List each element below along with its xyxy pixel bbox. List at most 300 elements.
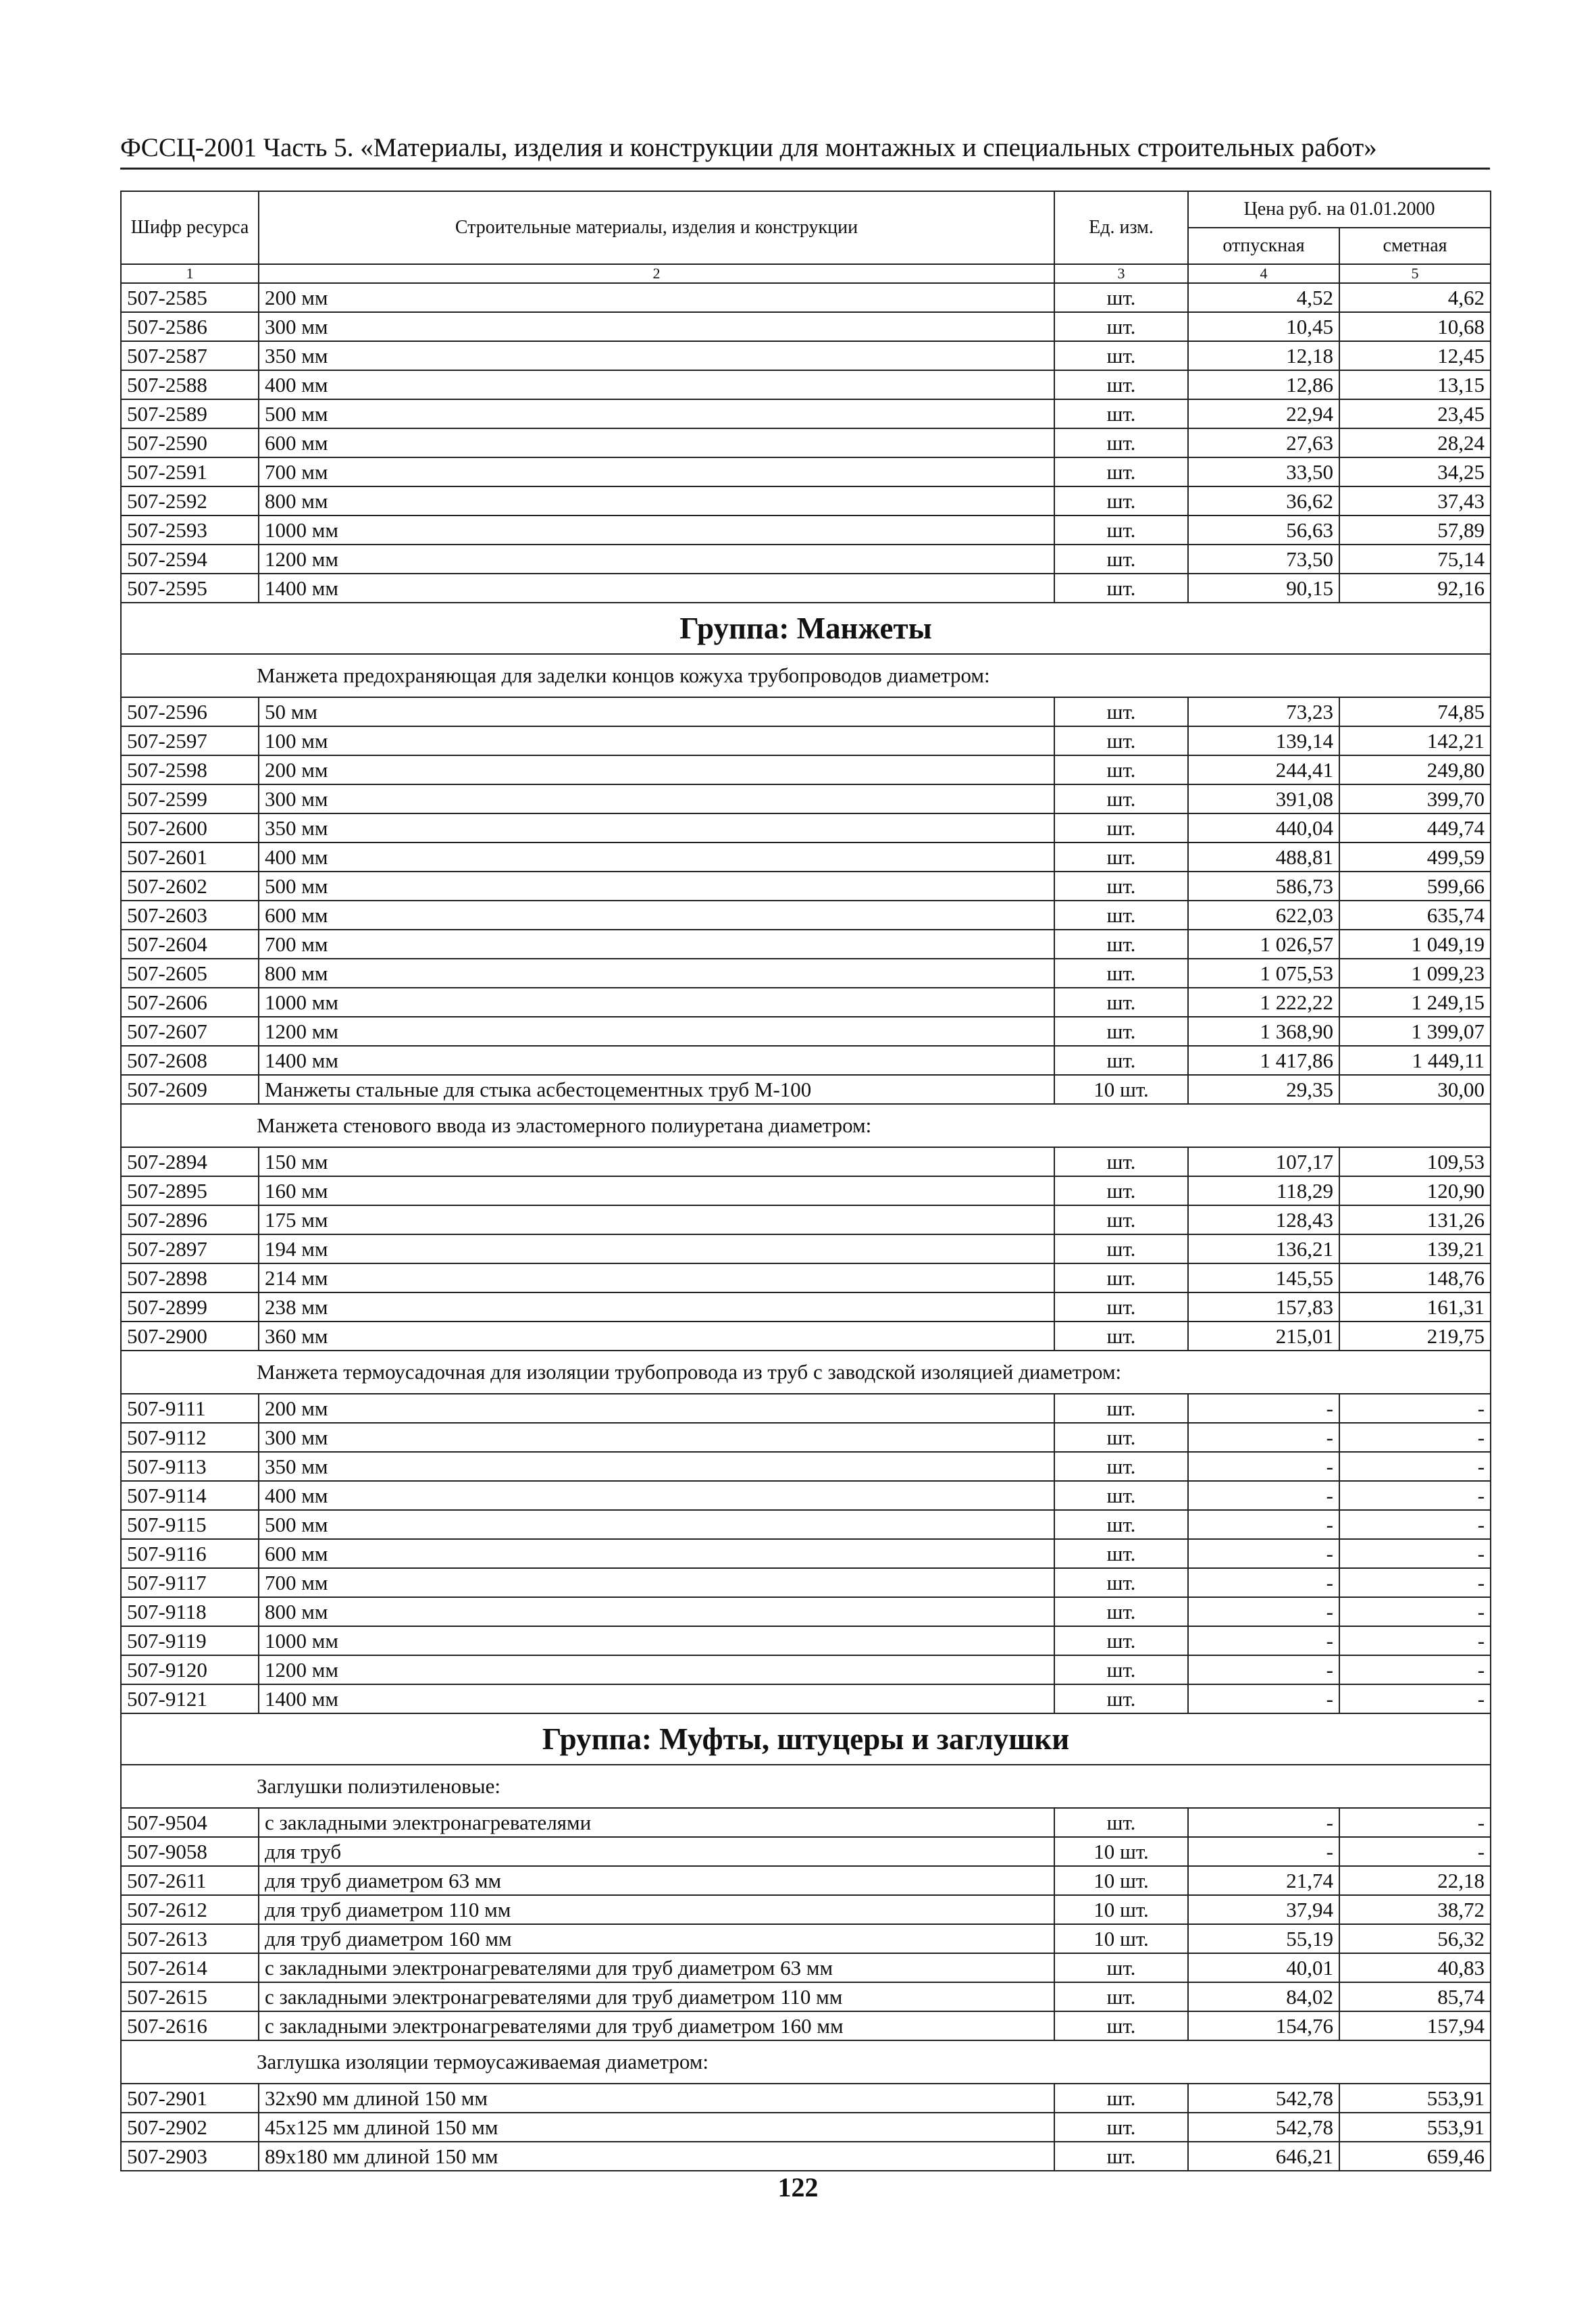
material-name-cell: 150 мм — [259, 1147, 1054, 1176]
release-price-cell: 90,15 — [1188, 574, 1339, 603]
material-name-cell: 160 мм — [259, 1176, 1054, 1205]
material-name-cell: 400 мм — [259, 842, 1054, 872]
material-name-cell: 200 мм — [259, 1394, 1054, 1423]
resource-code-cell: 507-2589 — [121, 399, 259, 428]
resource-code-cell: 507-2602 — [121, 872, 259, 901]
release-price-cell: 36,62 — [1188, 486, 1339, 515]
unit-cell: шт. — [1054, 2142, 1188, 2171]
resource-code-cell: 507-2592 — [121, 486, 259, 515]
resource-code-cell: 507-2604 — [121, 930, 259, 959]
estimate-price-cell: 30,00 — [1339, 1075, 1491, 1104]
unit-cell: шт. — [1054, 2113, 1188, 2142]
subgroup-heading-row — [121, 1765, 1491, 1808]
table-row — [121, 1394, 1491, 1423]
material-name-cell: 800 мм — [259, 959, 1054, 988]
unit-cell: 10 шт. — [1054, 1837, 1188, 1866]
release-price-cell: 154,76 — [1188, 2011, 1339, 2040]
resource-code-cell: 507-2615 — [121, 1982, 259, 2011]
estimate-price-cell: 13,15 — [1339, 370, 1491, 399]
unit-cell: шт. — [1054, 341, 1188, 370]
unit-cell: шт. — [1054, 959, 1188, 988]
material-name-cell: 1200 мм — [259, 1655, 1054, 1684]
resource-code-cell: 507-2903 — [121, 2142, 259, 2171]
table-row — [121, 1626, 1491, 1655]
resource-code-cell: 507-2601 — [121, 842, 259, 872]
material-name-cell: 32x90 мм длиной 150 мм — [259, 2084, 1054, 2113]
estimate-price-cell: 28,24 — [1339, 428, 1491, 457]
unit-cell: шт. — [1054, 755, 1188, 784]
release-price-cell: - — [1188, 1539, 1339, 1568]
material-name-cell: 1400 мм — [259, 1684, 1054, 1713]
release-price-cell: 440,04 — [1188, 813, 1339, 842]
table-row — [121, 1808, 1491, 1837]
table-row — [121, 2142, 1491, 2171]
estimate-price-cell: 219,75 — [1339, 1322, 1491, 1351]
subgroup-heading-row — [121, 1351, 1491, 1394]
resource-code-cell: 507-2902 — [121, 2113, 259, 2142]
estimate-price-cell: - — [1339, 1568, 1491, 1597]
estimate-price-cell: - — [1339, 1423, 1491, 1452]
resource-code-cell: 507-2609 — [121, 1075, 259, 1104]
unit-cell: шт. — [1054, 1808, 1188, 1837]
resource-code-cell: 507-2586 — [121, 312, 259, 341]
estimate-price-cell: - — [1339, 1597, 1491, 1626]
resource-code-cell: 507-2595 — [121, 574, 259, 603]
estimate-price-cell: 148,76 — [1339, 1263, 1491, 1292]
unit-cell: шт. — [1054, 399, 1188, 428]
unit-cell: шт. — [1054, 1234, 1188, 1263]
estimate-price-cell: 85,74 — [1339, 1982, 1491, 2011]
release-price-cell: - — [1188, 1568, 1339, 1597]
table-row — [121, 1176, 1491, 1205]
unit-cell: шт. — [1054, 1263, 1188, 1292]
estimate-price-cell: 399,70 — [1339, 784, 1491, 813]
resource-code-cell: 507-9504 — [121, 1808, 259, 1837]
release-price-cell: - — [1188, 1837, 1339, 1866]
unit-cell: шт. — [1054, 1597, 1188, 1626]
release-price-cell: 622,03 — [1188, 901, 1339, 930]
unit-cell: шт. — [1054, 1046, 1188, 1075]
table-row — [121, 1866, 1491, 1895]
table-row — [121, 1895, 1491, 1924]
unit-cell: шт. — [1054, 1539, 1188, 1568]
unit-cell: шт. — [1054, 1017, 1188, 1046]
release-price-cell: 139,14 — [1188, 726, 1339, 755]
unit-cell: шт. — [1054, 901, 1188, 930]
subgroup-heading-row — [121, 654, 1491, 697]
material-name-cell: 1200 мм — [259, 1017, 1054, 1046]
table-row — [121, 697, 1491, 726]
material-name-cell: Манжеты стальные для стыка асбестоцементных труб М-100 — [259, 1075, 1054, 1104]
resource-code-cell: 507-2597 — [121, 726, 259, 755]
unit-cell: шт. — [1054, 428, 1188, 457]
table-row — [121, 1292, 1491, 1322]
estimate-price-cell: 553,91 — [1339, 2084, 1491, 2113]
table-row — [121, 1982, 1491, 2011]
resource-code-cell: 507-2605 — [121, 959, 259, 988]
table-row — [121, 2084, 1491, 2113]
release-price-cell: - — [1188, 1808, 1339, 1837]
estimate-price-cell: 75,14 — [1339, 545, 1491, 574]
resource-code-cell: 507-9117 — [121, 1568, 259, 1597]
release-price-cell: 73,50 — [1188, 545, 1339, 574]
table-header-row — [121, 191, 1491, 228]
col-header-estimate: сметная — [1339, 228, 1491, 264]
material-name-cell: 194 мм — [259, 1234, 1054, 1263]
release-price-cell: 215,01 — [1188, 1322, 1339, 1351]
release-price-cell: 1 026,57 — [1188, 930, 1339, 959]
table-row — [121, 1205, 1491, 1234]
col-header-unit: Ед. изм. — [1054, 191, 1188, 264]
estimate-price-cell: - — [1339, 1452, 1491, 1481]
table-row — [121, 988, 1491, 1017]
material-name-cell: 1400 мм — [259, 574, 1054, 603]
resource-code-cell: 507-2600 — [121, 813, 259, 842]
col-header-name: Строительные материалы, изделия и конструкции — [259, 191, 1054, 264]
table-row — [121, 1234, 1491, 1263]
resource-code-cell: 507-2898 — [121, 1263, 259, 1292]
release-price-cell: 646,21 — [1188, 2142, 1339, 2171]
resource-code-cell: 507-9119 — [121, 1626, 259, 1655]
group-heading: Группа: Манжеты — [121, 603, 1491, 654]
release-price-cell: 586,73 — [1188, 872, 1339, 901]
material-name-cell: 400 мм — [259, 1481, 1054, 1510]
material-name-cell: 700 мм — [259, 457, 1054, 486]
material-name-cell: 300 мм — [259, 784, 1054, 813]
material-name-cell: 800 мм — [259, 486, 1054, 515]
material-name-cell: 500 мм — [259, 399, 1054, 428]
release-price-cell: - — [1188, 1510, 1339, 1539]
material-name-cell: 89x180 мм длиной 150 мм — [259, 2142, 1054, 2171]
table-row — [121, 901, 1491, 930]
release-price-cell: 22,94 — [1188, 399, 1339, 428]
table-row — [121, 1075, 1491, 1104]
subgroup-heading: Заглушка изоляции термоусаживаемая диаметром: — [121, 2040, 1491, 2084]
material-name-cell: 500 мм — [259, 1510, 1054, 1539]
estimate-price-cell: 635,74 — [1339, 901, 1491, 930]
material-name-cell: с закладными электронагревателями — [259, 1808, 1054, 1837]
subgroup-heading: Манжета стенового ввода из эластомерного полиуретана диаметром: — [121, 1104, 1491, 1147]
estimate-price-cell: 23,45 — [1339, 399, 1491, 428]
estimate-price-cell: - — [1339, 1837, 1491, 1866]
unit-cell: шт. — [1054, 312, 1188, 341]
unit-cell: шт. — [1054, 1626, 1188, 1655]
material-name-cell: 200 мм — [259, 755, 1054, 784]
table-row — [121, 1684, 1491, 1713]
estimate-price-cell: 12,45 — [1339, 341, 1491, 370]
table-row — [121, 1481, 1491, 1510]
material-name-cell: для труб диаметром 160 мм — [259, 1924, 1054, 1953]
unit-cell: шт. — [1054, 1292, 1188, 1322]
resource-code-cell: 507-9114 — [121, 1481, 259, 1510]
unit-cell: шт. — [1054, 988, 1188, 1017]
material-name-cell: 200 мм — [259, 283, 1054, 312]
table-row — [121, 1452, 1491, 1481]
release-price-cell: 55,19 — [1188, 1924, 1339, 1953]
unit-cell: шт. — [1054, 1176, 1188, 1205]
release-price-cell: 1 222,22 — [1188, 988, 1339, 1017]
release-price-cell: - — [1188, 1597, 1339, 1626]
table-row — [121, 726, 1491, 755]
release-price-cell: 29,35 — [1188, 1075, 1339, 1104]
material-name-cell: 1200 мм — [259, 545, 1054, 574]
release-price-cell: 136,21 — [1188, 1234, 1339, 1263]
unit-cell: шт. — [1054, 370, 1188, 399]
header-rule — [120, 168, 1490, 170]
estimate-price-cell: 74,85 — [1339, 697, 1491, 726]
column-number-row — [121, 264, 1491, 283]
resource-code-cell: 507-2590 — [121, 428, 259, 457]
material-name-cell: для труб — [259, 1837, 1054, 1866]
estimate-price-cell: 120,90 — [1339, 1176, 1491, 1205]
unit-cell: шт. — [1054, 515, 1188, 545]
table-row — [121, 1568, 1491, 1597]
unit-cell: шт. — [1054, 2011, 1188, 2040]
table-row — [121, 2113, 1491, 2142]
material-name-cell: 175 мм — [259, 1205, 1054, 1234]
estimate-price-cell: 249,80 — [1339, 755, 1491, 784]
unit-cell: шт. — [1054, 1953, 1188, 1982]
resource-code-cell: 507-9112 — [121, 1423, 259, 1452]
col-number: 4 — [1188, 264, 1339, 283]
unit-cell: шт. — [1054, 486, 1188, 515]
unit-cell: шт. — [1054, 1205, 1188, 1234]
estimate-price-cell: 553,91 — [1339, 2113, 1491, 2142]
table-row — [121, 1837, 1491, 1866]
estimate-price-cell: 161,31 — [1339, 1292, 1491, 1322]
table-row — [121, 842, 1491, 872]
estimate-price-cell: 1 249,15 — [1339, 988, 1491, 1017]
col-number: 2 — [259, 264, 1054, 283]
unit-cell: шт. — [1054, 1568, 1188, 1597]
resource-code-cell: 507-2894 — [121, 1147, 259, 1176]
estimate-price-cell: 40,83 — [1339, 1953, 1491, 1982]
col-number: 5 — [1339, 264, 1491, 283]
page-header: ФССЦ-2001 Часть 5. «Материалы, изделия и конструкции для монтажных и специальных строительных работ» — [120, 133, 1377, 162]
material-name-cell: 600 мм — [259, 428, 1054, 457]
table-row — [121, 1539, 1491, 1568]
col-number: 3 — [1054, 264, 1188, 283]
estimate-price-cell: 157,94 — [1339, 2011, 1491, 2040]
estimate-price-cell: 449,74 — [1339, 813, 1491, 842]
material-name-cell: 1000 мм — [259, 988, 1054, 1017]
unit-cell: 10 шт. — [1054, 1924, 1188, 1953]
table-row — [121, 1655, 1491, 1684]
resource-code-cell: 507-2594 — [121, 545, 259, 574]
estimate-price-cell: 56,32 — [1339, 1924, 1491, 1953]
resource-code-cell: 507-9121 — [121, 1684, 259, 1713]
release-price-cell: 10,45 — [1188, 312, 1339, 341]
col-header-price: Цена руб. на 01.01.2000 — [1188, 191, 1491, 228]
resource-code-cell: 507-2587 — [121, 341, 259, 370]
table-row — [121, 457, 1491, 486]
estimate-price-cell: - — [1339, 1808, 1491, 1837]
material-name-cell: 1000 мм — [259, 1626, 1054, 1655]
material-name-cell: 100 мм — [259, 726, 1054, 755]
resource-code-cell: 507-2901 — [121, 2084, 259, 2113]
col-header-release: отпускная — [1188, 228, 1339, 264]
table-row — [121, 1423, 1491, 1452]
subgroup-heading-row — [121, 1104, 1491, 1147]
release-price-cell: 145,55 — [1188, 1263, 1339, 1292]
price-table-wrapper — [120, 191, 1490, 2171]
estimate-price-cell: 109,53 — [1339, 1147, 1491, 1176]
resource-code-cell: 507-2895 — [121, 1176, 259, 1205]
material-name-cell: 700 мм — [259, 930, 1054, 959]
table-body — [121, 283, 1491, 2171]
release-price-cell: 12,86 — [1188, 370, 1339, 399]
estimate-price-cell: - — [1339, 1655, 1491, 1684]
estimate-price-cell: - — [1339, 1684, 1491, 1713]
material-name-cell: 700 мм — [259, 1568, 1054, 1597]
unit-cell: шт. — [1054, 2084, 1188, 2113]
resource-code-cell: 507-2596 — [121, 697, 259, 726]
resource-code-cell: 507-9111 — [121, 1394, 259, 1423]
release-price-cell: 73,23 — [1188, 697, 1339, 726]
unit-cell: шт. — [1054, 457, 1188, 486]
material-name-cell: 350 мм — [259, 1452, 1054, 1481]
unit-cell: шт. — [1054, 697, 1188, 726]
material-name-cell: 45x125 мм длиной 150 мм — [259, 2113, 1054, 2142]
subgroup-heading-row — [121, 2040, 1491, 2084]
group-heading: Группа: Муфты, штуцеры и заглушки — [121, 1713, 1491, 1765]
unit-cell: шт. — [1054, 1481, 1188, 1510]
resource-code-cell: 507-9058 — [121, 1837, 259, 1866]
unit-cell: шт. — [1054, 1394, 1188, 1423]
table-row — [121, 813, 1491, 842]
estimate-price-cell: 10,68 — [1339, 312, 1491, 341]
material-name-cell: 300 мм — [259, 312, 1054, 341]
resource-code-cell: 507-2591 — [121, 457, 259, 486]
release-price-cell: - — [1188, 1655, 1339, 1684]
table-row — [121, 1953, 1491, 1982]
table-row — [121, 1017, 1491, 1046]
estimate-price-cell: - — [1339, 1539, 1491, 1568]
table-row — [121, 312, 1491, 341]
material-name-cell: для труб диаметром 110 мм — [259, 1895, 1054, 1924]
estimate-price-cell: 38,72 — [1339, 1895, 1491, 1924]
material-name-cell: для труб диаметром 63 мм — [259, 1866, 1054, 1895]
table-row — [121, 283, 1491, 312]
release-price-cell: - — [1188, 1394, 1339, 1423]
estimate-price-cell: 659,46 — [1339, 2142, 1491, 2171]
unit-cell: шт. — [1054, 842, 1188, 872]
release-price-cell: 27,63 — [1188, 428, 1339, 457]
table-row — [121, 341, 1491, 370]
col-number: 1 — [121, 264, 259, 283]
material-name-cell: 600 мм — [259, 901, 1054, 930]
material-name-cell: 214 мм — [259, 1263, 1054, 1292]
material-name-cell: 1000 мм — [259, 515, 1054, 545]
resource-code-cell: 507-2606 — [121, 988, 259, 1017]
resource-code-cell: 507-2593 — [121, 515, 259, 545]
estimate-price-cell: 1 399,07 — [1339, 1017, 1491, 1046]
estimate-price-cell: - — [1339, 1394, 1491, 1423]
material-name-cell: 500 мм — [259, 872, 1054, 901]
resource-code-cell: 507-2585 — [121, 283, 259, 312]
material-name-cell: 800 мм — [259, 1597, 1054, 1626]
release-price-cell: 21,74 — [1188, 1866, 1339, 1895]
table-row — [121, 1510, 1491, 1539]
price-table — [120, 191, 1491, 2171]
unit-cell: 10 шт. — [1054, 1075, 1188, 1104]
table-row — [121, 755, 1491, 784]
unit-cell: 10 шт. — [1054, 1866, 1188, 1895]
estimate-price-cell: 131,26 — [1339, 1205, 1491, 1234]
estimate-price-cell: 142,21 — [1339, 726, 1491, 755]
release-price-cell: 244,41 — [1188, 755, 1339, 784]
unit-cell: шт. — [1054, 1655, 1188, 1684]
resource-code-cell: 507-2598 — [121, 755, 259, 784]
estimate-price-cell: 34,25 — [1339, 457, 1491, 486]
release-price-cell: 391,08 — [1188, 784, 1339, 813]
table-row — [121, 1322, 1491, 1351]
resource-code-cell: 507-2900 — [121, 1322, 259, 1351]
resource-code-cell: 507-2616 — [121, 2011, 259, 2040]
release-price-cell: 1 417,86 — [1188, 1046, 1339, 1075]
release-price-cell: 40,01 — [1188, 1953, 1339, 1982]
resource-code-cell: 507-2611 — [121, 1866, 259, 1895]
release-price-cell: 12,18 — [1188, 341, 1339, 370]
estimate-price-cell: - — [1339, 1481, 1491, 1510]
release-price-cell: 542,78 — [1188, 2113, 1339, 2142]
resource-code-cell: 507-2897 — [121, 1234, 259, 1263]
unit-cell: шт. — [1054, 1322, 1188, 1351]
group-heading-row — [121, 603, 1491, 654]
resource-code-cell: 507-2608 — [121, 1046, 259, 1075]
resource-code-cell: 507-2899 — [121, 1292, 259, 1322]
table-row — [121, 784, 1491, 813]
unit-cell: шт. — [1054, 726, 1188, 755]
unit-cell: шт. — [1054, 930, 1188, 959]
release-price-cell: 33,50 — [1188, 457, 1339, 486]
estimate-price-cell: 599,66 — [1339, 872, 1491, 901]
release-price-cell: - — [1188, 1481, 1339, 1510]
unit-cell: шт. — [1054, 1510, 1188, 1539]
unit-cell: шт. — [1054, 1147, 1188, 1176]
estimate-price-cell: 1 099,23 — [1339, 959, 1491, 988]
release-price-cell: 542,78 — [1188, 2084, 1339, 2113]
resource-code-cell: 507-9118 — [121, 1597, 259, 1626]
material-name-cell: 300 мм — [259, 1423, 1054, 1452]
estimate-price-cell: - — [1339, 1510, 1491, 1539]
estimate-price-cell: 499,59 — [1339, 842, 1491, 872]
release-price-cell: 4,52 — [1188, 283, 1339, 312]
unit-cell: 10 шт. — [1054, 1895, 1188, 1924]
unit-cell: шт. — [1054, 1423, 1188, 1452]
estimate-price-cell: 139,21 — [1339, 1234, 1491, 1263]
table-row — [121, 1263, 1491, 1292]
subgroup-heading: Манжета термоусадочная для изоляции трубопровода из труб с заводской изоляцией диаметром: — [121, 1351, 1491, 1394]
table-row — [121, 959, 1491, 988]
material-name-cell: с закладными электронагревателями для труб диаметром 160 мм — [259, 2011, 1054, 2040]
resource-code-cell: 507-2613 — [121, 1924, 259, 1953]
release-price-cell: 118,29 — [1188, 1176, 1339, 1205]
material-name-cell: 238 мм — [259, 1292, 1054, 1322]
resource-code-cell: 507-2607 — [121, 1017, 259, 1046]
table-row — [121, 370, 1491, 399]
unit-cell: шт. — [1054, 872, 1188, 901]
subgroup-heading: Манжета предохраняющая для заделки концов кожуха трубопроводов диаметром: — [121, 654, 1491, 697]
table-row — [121, 545, 1491, 574]
estimate-price-cell: - — [1339, 1626, 1491, 1655]
estimate-price-cell: 92,16 — [1339, 574, 1491, 603]
unit-cell: шт. — [1054, 1982, 1188, 2011]
release-price-cell: - — [1188, 1684, 1339, 1713]
release-price-cell: 37,94 — [1188, 1895, 1339, 1924]
estimate-price-cell: 37,43 — [1339, 486, 1491, 515]
material-name-cell: с закладными электронагревателями для труб диаметром 63 мм — [259, 1953, 1054, 1982]
